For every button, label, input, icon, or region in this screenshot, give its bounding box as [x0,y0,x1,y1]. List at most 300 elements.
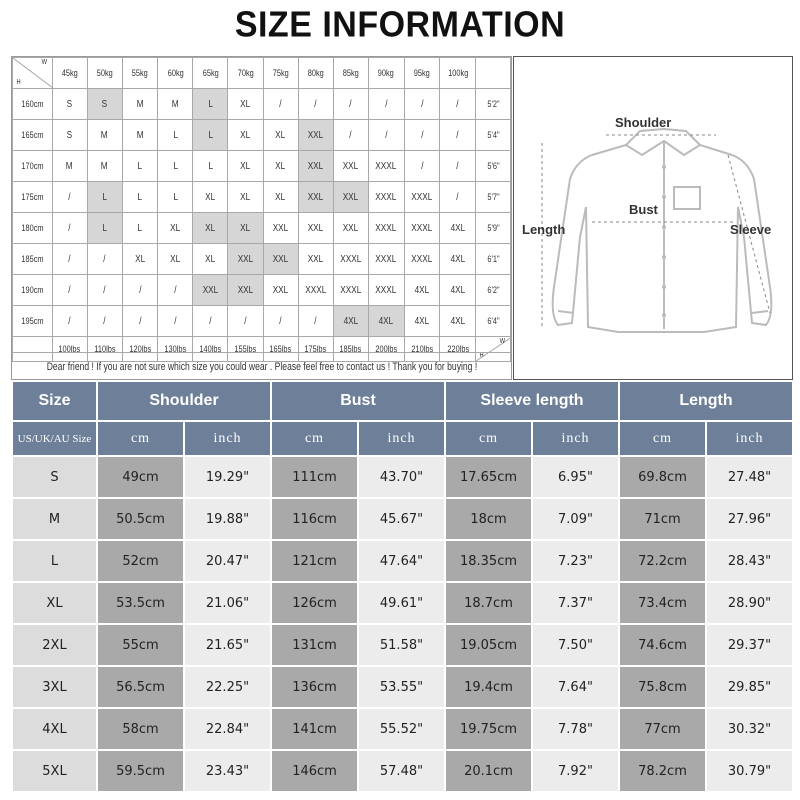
height-cm-cell-text: 195cm [21,316,44,326]
buyer-note-text: Dear friend ! If you are not sure which size you could wear . Please feel free to contact us ! Thank you for buying ! [46,360,477,373]
measure-group-header: Length [620,382,792,420]
size-suggestion-cell [298,120,333,151]
size-suggestion-cell-text: XXXL [375,253,397,265]
weight-lbs-cell-text: 140lbs [199,344,222,354]
size-column-header: Size [13,382,96,420]
cm-value-cell: 73.4cm [620,583,705,623]
size-suggestion-cell [404,120,440,151]
size-suggestion-cell [368,89,404,120]
size-label-cell: 4XL [13,709,96,749]
inch-value-cell: 20.47" [185,541,270,581]
size-suggestion-cell-text: M [136,129,144,141]
size-suggestion-cell [228,306,263,337]
size-suggestion-cell-text: / [456,160,459,172]
table-row [13,541,792,581]
size-suggestion-cell-text: / [420,160,424,172]
size-suggestion-cell-text: XXL [307,191,324,203]
cm-value-cell: 78.2cm [620,751,705,791]
size-suggestion-cell [440,213,476,244]
weight-kg-cell [158,58,193,89]
size-suggestion-cell-text: XXXL [411,191,433,203]
empty-cell [476,58,511,89]
size-suggestion-cell-text: XXXL [340,253,362,265]
size-suggestion-cell [228,120,263,151]
size-suggestion-cell-text: L [208,129,213,141]
size-suggestion-cell-text: / [68,284,71,296]
size-suggestion-cell-text: S [101,98,108,110]
size-suggestion-cell [404,151,440,182]
corner-h: H [479,352,484,359]
weight-kg-cell [440,58,476,89]
size-suggestion-cell [122,275,158,306]
size-table-header-row [13,382,792,420]
size-suggestion-cell-text: / [103,315,106,327]
size-suggestion-cell-text: XL [170,253,181,265]
size-suggestion-cell [193,182,228,213]
weight-kg-header-row [13,58,511,89]
inch-value-cell: 55.52" [359,709,444,749]
size-suggestion-cell [87,182,122,213]
size-suggestion-cell-text: S [66,129,73,141]
size-suggestion-cell-text: M [66,160,73,172]
page-title: SIZE INFORMATION [234,5,566,45]
size-label-cell: S [13,457,96,497]
size-suggestion-cell-text: XL [240,222,251,234]
length-label: Length [522,222,566,237]
size-suggestion-cell [368,213,404,244]
size-suggestion-cell [333,306,368,337]
weight-kg-cell-text: 70kg [237,68,254,78]
weight-kg-cell-text: 65kg [202,68,219,78]
size-label-cell: L [13,541,96,581]
cm-value-cell: 18.35cm [446,541,531,581]
size-label-cell: M [13,499,96,539]
weight-kg-cell [193,58,228,89]
height-row [13,182,511,213]
inch-value-cell: 51.58" [359,625,444,665]
size-suggestion-cell-text: M [101,160,108,172]
size-suggestion-cell-text: M [101,129,108,141]
size-suggestion-cell [122,244,158,275]
height-cm-cell-text: 185cm [21,254,44,264]
inch-value-cell: 22.25" [185,667,270,707]
inch-value-cell: 7.23" [533,541,618,581]
size-suggestion-cell [333,89,368,120]
weight-kg-cell-text: 75kg [272,68,289,78]
inch-value-cell: 28.90" [707,583,792,623]
size-suggestion-cell-text: 4XL [414,315,430,327]
cm-value-cell: 19.05cm [446,625,531,665]
size-suggestion-cell-text: / [456,98,459,110]
size-suggestion-cell-text: XXL [237,253,254,265]
weight-kg-cell-text: 95kg [413,68,430,78]
size-suggestion-cell-text: XXXL [375,160,397,172]
weight-kg-cell [333,58,368,89]
height-cm-cell [13,182,53,213]
size-suggestion-cell-text: / [349,98,352,110]
size-suggestion-cell [333,244,368,275]
measure-group-header: Bust [272,382,444,420]
size-suggestion-cell-text: XL [134,253,145,265]
cm-value-cell: 19.75cm [446,709,531,749]
size-suggestion-cell-text: XXXL [340,284,362,296]
size-suggestion-cell-text: XL [275,129,286,141]
size-suggestion-cell [368,182,404,213]
weight-lbs-cell-text: 155lbs [234,344,257,354]
size-suggestion-cell-text: XL [205,222,216,234]
size-suggestion-cell-text: / [174,315,177,327]
weight-lbs-cell-text: 120lbs [129,344,151,354]
weight-lbs-cell-text: 110lbs [93,344,116,354]
size-suggestion-cell [404,275,440,306]
size-suggestion-cell-text: / [279,315,282,327]
cm-value-cell: 126cm [272,583,357,623]
size-suggestion-cell [404,89,440,120]
size-suggestion-cell-text: XL [275,160,286,172]
size-suggestion-cell-text: / [456,129,459,141]
size-suggestion-cell [333,213,368,244]
size-suggestion-cell-text: / [314,98,317,110]
cm-value-cell: 146cm [272,751,357,791]
size-suggestion-cell [440,275,476,306]
table-row [13,499,792,539]
size-suggestion-cell-text: 4XL [450,222,466,234]
corner-h: H [16,79,21,86]
size-suggestion-cell [298,182,333,213]
height-cm-cell [13,120,53,151]
size-suggestion-cell [263,275,298,306]
height-ft-cell [476,151,511,182]
size-suggestion-cell [263,182,298,213]
size-suggestion-cell [52,275,87,306]
size-suggestion-cell [368,120,404,151]
inch-value-cell: 7.92" [533,751,618,791]
height-ft-cell [476,182,511,213]
inch-value-cell: 30.32" [707,709,792,749]
height-row [13,213,511,244]
size-suggestion-cell [87,213,122,244]
weight-kg-cell-text: 55kg [131,68,148,78]
table-row [13,667,792,707]
shirt-illustration [514,57,792,379]
inch-value-cell: 21.65" [185,625,270,665]
size-suggestion-cell [368,151,404,182]
inch-value-cell: 6.95" [533,457,618,497]
size-suggestion-cell [263,151,298,182]
size-suggestion-cell-text: / [68,191,71,203]
cm-value-cell: 49cm [98,457,183,497]
size-suggestion-cell [52,89,87,120]
unit-header: inch [707,422,792,455]
size-suggestion-cell [158,89,193,120]
height-row [13,275,511,306]
size-suggestion-cell [122,306,158,337]
height-ft-cell [476,275,511,306]
size-suggestion-cell-text: / [138,284,142,296]
weight-kg-cell [87,58,122,89]
size-suggestion-cell [87,151,122,182]
height-cm-cell [13,275,53,306]
cm-value-cell: 69.8cm [620,457,705,497]
weight-kg-cell [404,58,440,89]
size-suggestion-cell-text: / [103,284,106,296]
cm-value-cell: 50.5cm [98,499,183,539]
cm-value-cell: 77cm [620,709,705,749]
size-suggestion-cell-text: XXXL [375,284,397,296]
size-suggestion-cell-text: XXXL [411,253,433,265]
height-ft-cell-text: 5'4" [487,130,500,140]
shirt-measurement-diagram [513,56,793,380]
size-suggestion-cell-text: XXL [272,222,289,234]
height-ft-cell [476,89,511,120]
buyer-note [12,352,511,380]
size-suggestion-cell-text: / [384,98,388,110]
size-suggestion-cell-text: 4XL [450,253,466,265]
cm-value-cell: 59.5cm [98,751,183,791]
inch-value-cell: 47.64" [359,541,444,581]
size-suggestion-cell [298,306,333,337]
inch-value-cell: 23.43" [185,751,270,791]
size-suggestion-cell-text: L [173,160,178,172]
size-suggestion-cell [87,120,122,151]
height-cm-cell [13,89,53,120]
size-label-cell: 2XL [13,625,96,665]
size-suggestion-cell-text: / [209,315,212,327]
size-suggestion-cell-text: / [68,253,71,265]
size-suggestion-cell [263,120,298,151]
size-suggestion-cell [333,120,368,151]
size-label-cell: XL [13,583,96,623]
size-suggestion-cell-text: 4XL [414,284,430,296]
cm-value-cell: 55cm [98,625,183,665]
size-suggestion-cell-text: L [208,160,213,172]
size-suggestion-cell-text: L [173,129,178,141]
size-suggestion-cell-text: / [174,284,177,296]
cm-value-cell: 136cm [272,667,357,707]
size-suggestion-cell-text: XL [170,222,181,234]
inch-value-cell: 27.48" [707,457,792,497]
size-label-cell: 5XL [13,751,96,791]
unit-header: inch [533,422,618,455]
size-suggestion-cell [298,89,333,120]
size-suggestion-cell-text: L [137,160,143,172]
corner-cell [13,58,53,89]
height-ft-cell [476,120,511,151]
size-suggestion-cell-text: 4XL [450,284,466,296]
weight-kg-cell-text: 100kg [447,68,468,78]
height-ft-cell-text: 6'2" [487,285,500,295]
size-table-unit-row [13,422,792,455]
size-measurement-table [11,380,794,793]
size-suggestion-cell-text: XXXL [375,222,397,234]
size-suggestion-cell [404,213,440,244]
size-suggestion-cell-text: L [137,222,143,234]
size-suggestion-cell [87,89,122,120]
weight-kg-cell-text: 45kg [61,68,78,78]
measure-group-header: Shoulder [98,382,270,420]
unit-header: cm [620,422,705,455]
size-suggestion-cell-text: L [208,98,213,110]
size-suggestion-cell-text: L [173,191,178,203]
inch-value-cell: 28.43" [707,541,792,581]
size-suggestion-cell-text: XL [205,191,216,203]
inch-value-cell: 7.78" [533,709,618,749]
size-suggestion-cell-text: XL [205,253,216,265]
inch-value-cell: 29.37" [707,625,792,665]
weight-kg-cell-text: 90kg [378,68,395,78]
unit-header: cm [272,422,357,455]
size-suggestion-cell-text: XXL [342,191,359,203]
weight-kg-cell [52,58,87,89]
size-suggestion-cell-text: XXL [237,284,254,296]
size-suggestion-cell-text: / [244,315,247,327]
weight-kg-cell [368,58,404,89]
bust-label: Bust [629,202,658,217]
size-suggestion-cell-text: / [384,129,388,141]
cm-value-cell: 141cm [272,709,357,749]
size-suggestion-cell [368,244,404,275]
size-suggestion-cell-text: XL [240,191,251,203]
size-suggestion-cell-text: L [137,191,143,203]
cm-value-cell: 121cm [272,541,357,581]
size-suggestion-cell-text: / [279,98,282,110]
inch-value-cell: 19.88" [185,499,270,539]
size-suggestion-cell [440,89,476,120]
size-suggestion-cell [333,275,368,306]
size-suggestion-cell [158,213,193,244]
size-suggestion-cell-text: XXL [342,160,359,172]
measure-group-header: Sleeve length [446,382,618,420]
height-cm-cell [13,151,53,182]
size-suggestion-cell-text: / [68,315,71,327]
table-row [13,709,792,749]
size-suggestion-cell-text: XXL [307,222,324,234]
height-cm-cell-text: 160cm [21,99,44,109]
size-suggestion-cell [193,120,228,151]
cm-value-cell: 58cm [98,709,183,749]
size-suggestion-cell [52,306,87,337]
size-suggestion-cell-text: L [102,222,107,234]
cm-value-cell: 71cm [620,499,705,539]
size-suggestion-cell [404,182,440,213]
size-suggestion-cell [228,275,263,306]
weight-kg-cell [122,58,158,89]
size-suggestion-cell-text: 4XL [343,315,358,327]
size-suggestion-cell [158,275,193,306]
table-row [13,751,792,791]
size-suggestion-cell [52,244,87,275]
height-ft-cell-text: 5'9" [487,223,500,233]
height-row [13,151,511,182]
inch-value-cell: 22.84" [185,709,270,749]
size-suggestion-cell [298,151,333,182]
size-suggestion-cell [52,151,87,182]
size-suggestion-cell [368,306,404,337]
size-suggestion-cell-text: XXL [342,222,359,234]
height-cm-cell [13,306,53,337]
size-suggestion-cell [263,244,298,275]
sleeve-label: Sleeve [730,222,772,237]
size-suggestion-cell-text: 4XL [450,315,466,327]
height-row [13,306,511,337]
height-cm-cell [13,244,53,275]
inch-value-cell: 30.79" [707,751,792,791]
height-weight-table [12,57,511,362]
size-suggestion-cell-text: S [66,98,73,110]
cm-value-cell: 17.65cm [446,457,531,497]
size-suggestion-cell [228,244,263,275]
size-suggestion-cell [298,213,333,244]
weight-lbs-cell-text: 185lbs [339,344,362,354]
weight-kg-cell-text: 50kg [96,68,113,78]
inch-value-cell: 21.06" [185,583,270,623]
size-suggestion-cell [87,306,122,337]
height-ft-cell-text: 5'2" [487,99,500,109]
height-ft-cell [476,244,511,275]
height-ft-cell [476,306,511,337]
inch-value-cell: 27.96" [707,499,792,539]
size-suggestion-cell-text: XXL [307,129,324,141]
size-suggestion-cell-text: XL [240,129,251,141]
size-suggestion-cell-text: / [314,315,317,327]
height-cm-cell [13,213,53,244]
inch-value-cell: 57.48" [359,751,444,791]
height-row [13,244,511,275]
height-cm-cell-text: 190cm [21,285,44,295]
size-suggestion-cell [193,244,228,275]
shoulder-label: Shoulder [615,115,672,130]
size-suggestion-cell-text: / [103,253,106,265]
height-row [13,89,511,120]
size-recommendation-chart [11,56,512,380]
cm-value-cell: 111cm [272,457,357,497]
weight-kg-cell-text: 85kg [342,68,359,78]
size-suggestion-cell-text: XXL [307,253,324,265]
cm-value-cell: 18cm [446,499,531,539]
unit-header: inch [359,422,444,455]
cm-value-cell: 56.5cm [98,667,183,707]
cm-value-cell: 52cm [98,541,183,581]
height-row [13,120,511,151]
size-suggestion-cell-text: L [102,191,107,203]
size-suggestion-cell-text: / [420,129,424,141]
size-suggestion-cell-text: / [456,191,459,203]
cm-value-cell: 74.6cm [620,625,705,665]
height-cm-cell-text: 180cm [21,223,44,233]
size-suggestion-cell [298,244,333,275]
size-suggestion-cell [440,151,476,182]
size-suggestion-cell [158,244,193,275]
size-suggestion-cell [228,151,263,182]
size-suggestion-cell-text: XXL [272,253,289,265]
size-label-cell: 3XL [13,667,96,707]
table-row [13,625,792,665]
height-cm-cell-text: 165cm [21,130,44,140]
weight-kg-cell [298,58,333,89]
size-suggestion-cell [193,151,228,182]
inch-value-cell: 19.29" [185,457,270,497]
size-suggestion-cell [440,120,476,151]
table-row [13,457,792,497]
size-suggestion-cell-text: / [68,222,71,234]
size-suggestion-cell-text: 4XL [378,315,394,327]
inch-value-cell: 49.61" [359,583,444,623]
size-suggestion-cell-text: M [136,98,144,110]
weight-kg-cell [263,58,298,89]
height-cm-cell-text: 175cm [21,192,44,202]
size-suggestion-cell [122,213,158,244]
size-suggestion-cell-text: XXXL [411,222,433,234]
